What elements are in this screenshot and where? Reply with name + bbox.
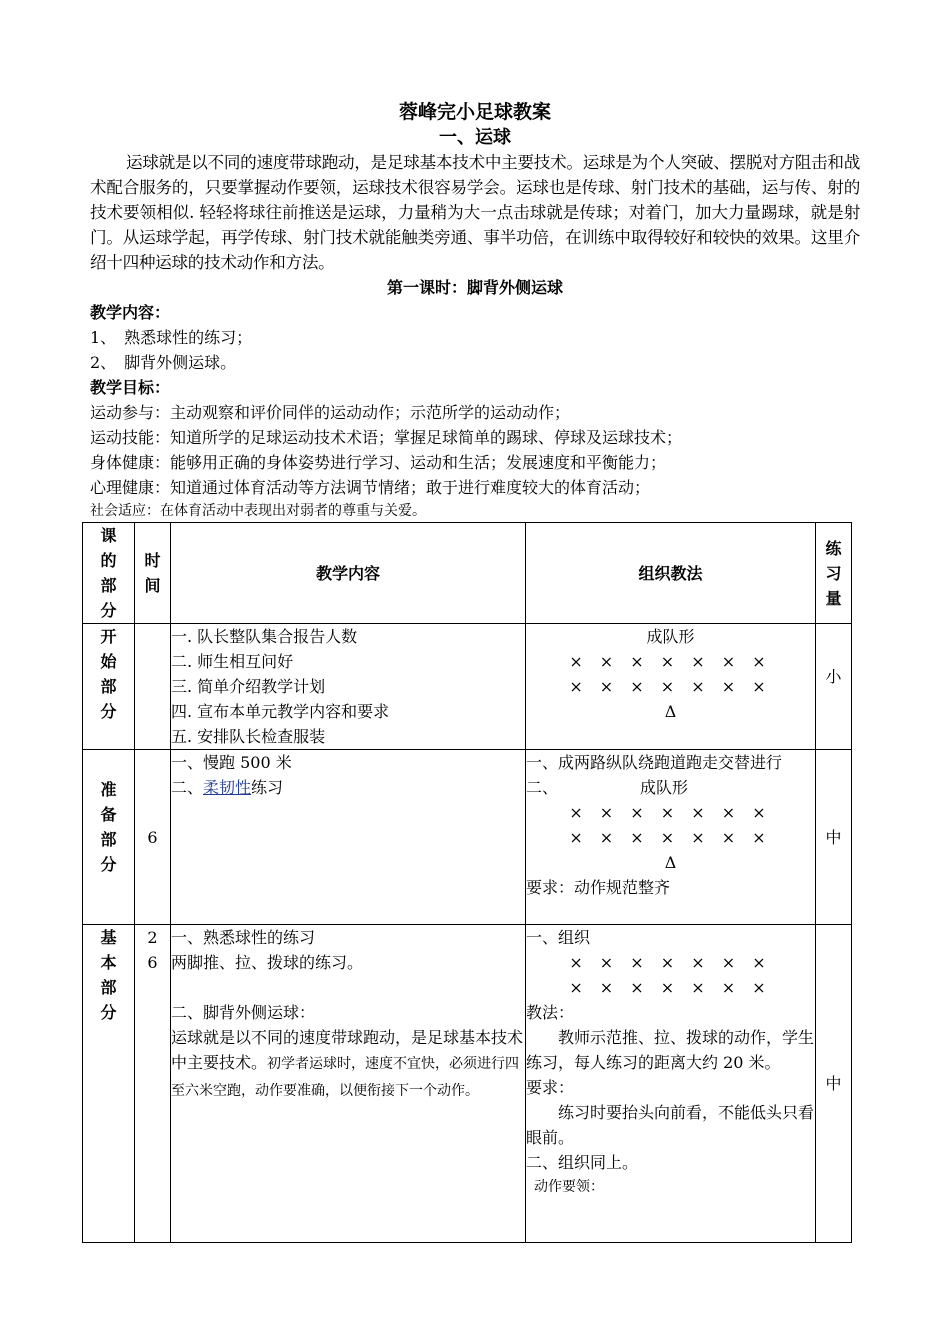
method-text: 教师示范推、拉、拨球的动作，学生练习，每人练习的距离大约 20 米。 [526,1028,815,1072]
formation-row: × × × × × × × [569,828,772,847]
header-part [83,523,135,624]
method-line: 一、成两路纵队绕跑道跑走交替进行 [526,753,783,772]
part-cell-basic [83,925,135,1243]
header-char: 课 [100,526,117,545]
content-paragraph [171,1025,525,1104]
content-cell [171,624,526,750]
part-char: 分 [100,1003,117,1022]
header-char: 练 [825,538,842,558]
spacer [171,975,525,1000]
method-line [526,775,815,800]
content-text: 运球就是以不同的速度带球跑动，是足球基本技术中主要技术。 [171,1028,524,1072]
time-cell [135,925,171,1243]
time-digit: 6 [147,953,158,972]
header-char: 的 [100,551,117,570]
part-cell-start [83,624,135,750]
header-load [816,523,852,624]
content-line: 一、慢跑 500 米 [171,753,292,772]
time-cell [135,750,171,925]
content-cell [171,750,526,925]
lesson-plan-table [82,522,852,1243]
formation-row: × × × × × × × [569,677,772,696]
formation-row: × × × × × × × [569,978,772,997]
table-row [83,624,852,750]
flexibility-link[interactable]: 柔韧性 [203,778,252,797]
part-char: 开 [100,627,117,646]
part-char: 分 [100,702,117,721]
goal-item: 社会适应：在体育活动中表现出对弱者的尊重与关爱。 [90,503,426,519]
content-item: 1、 熟悉球性的练习； [90,328,253,347]
formation-label: 成队形 [646,627,695,646]
time-value: 6 [147,827,158,847]
header-char: 部 [100,576,117,595]
header-char: 习 [825,563,842,583]
method-label: 教法： [526,1003,575,1022]
lesson-title: 第一课时：脚背外侧运球 [386,278,563,297]
part-char: 部 [100,830,117,849]
load-cell: 中 [816,925,852,1243]
requirement-label: 要求： [526,1078,575,1097]
teacher-marker: Δ [664,853,677,872]
method-cell [526,750,816,925]
goal-item: 身体健康：能够用正确的身体姿势进行学习、运动和生活；发展速度和平衡能力； [90,453,667,472]
content-line [171,775,525,800]
header-method: 组织教法 [526,523,816,624]
part-char: 基 [100,928,117,947]
table-row [83,750,852,925]
requirement-text: 练习时要抬头向前看，不能低头只看眼前。 [526,1103,815,1147]
header-content: 教学内容 [171,523,526,624]
content-cell [171,925,526,1243]
method-cell [526,925,816,1243]
load-cell: 小 [816,624,852,750]
method-line: 一、组织 [526,928,591,947]
content-line: 二. 师生相互问好 [171,652,294,671]
method-prefix: 二、 [526,778,559,797]
intro-paragraph: 运球就是以不同的速度带球跑动，是足球基本技术中主要技术。运球是为个人突破、摆脱对方阻击和战术配合服务的，只要掌握动作要领，运球技术很容易学会。运球也是传球、射门技术的基础，运与传、射的技术要领相似. 轻轻将球往前推送是运球，力量稍为大一点击球就是传球；对着门，加大力量踢球，就是射门。从运球学起，再学传球、射门技术就能触类旁通、事半功倍，在训练中取得较好和较快的效果。这里介绍十四种运球的技术动作和方法。 [90,153,860,272]
method-cell [526,624,816,750]
content-line: 两脚推、拉、拨球的练习。 [171,953,364,972]
table-header-row [83,523,852,624]
content-line: 一. 队长整队集合报告人数 [171,627,358,646]
time-digit: 2 [147,928,158,947]
time-cell [135,624,171,750]
section-title: 一、运球 [439,127,511,148]
method-requirement: 要求：动作规范整齐 [526,878,671,897]
content-small-text: 初学者运球时，速度不宜快，必须进行四至六米空跑，动作要准确，以便衔接下一个动作。 [171,1056,520,1099]
part-char: 分 [100,855,117,874]
formation-label: 成队形 [640,778,689,797]
part-char: 备 [100,805,117,824]
header-char: 间 [144,576,161,595]
content-prefix: 二、 [171,778,204,797]
header-time [135,523,171,624]
essentials-label: 动作要领： [534,1179,604,1195]
method-line: 二、组织同上。 [526,1153,639,1172]
document-title: 蓉峰完小足球教案 [398,101,551,123]
load-cell: 中 [816,750,852,925]
goals-heading: 教学目标： [90,378,171,397]
header-char: 分 [100,601,117,620]
content-heading: 教学内容： [90,303,171,322]
content-line: 五. 安排队长检查服装 [171,727,326,746]
teacher-marker: Δ [664,702,677,721]
table-row [83,925,852,1243]
formation-row: × × × × × × × [569,652,772,671]
part-char: 始 [100,652,117,671]
part-char: 准 [100,780,117,799]
part-char: 部 [100,677,117,696]
content-line: 二、脚背外侧运球： [171,1003,316,1022]
document-page [90,100,860,522]
content-line: 四. 宣布本单元教学内容和要求 [171,702,390,721]
formation-row: × × × × × × × [569,953,772,972]
goal-item: 心理健康：知道通过体育活动等方法调节情绪；敢于进行难度较大的体育活动； [90,478,651,497]
part-char: 部 [100,978,117,997]
goal-item: 运动参与：主动观察和评价同伴的运动动作；示范所学的运动动作； [90,403,571,422]
content-suffix: 练习 [251,778,284,797]
content-line: 三. 简单介绍教学计划 [171,677,326,696]
header-char: 时 [144,551,161,570]
content-item: 2、 脚背外侧运球。 [90,353,237,372]
formation-row: × × × × × × × [569,803,772,822]
goal-item: 运动技能：知道所学的足球运动技术术语；掌握足球简单的踢球、停球及运球技术； [90,428,683,447]
content-line: 一、熟悉球性的练习 [171,928,316,947]
header-char: 量 [825,588,842,608]
part-cell-prepare [83,750,135,925]
part-char: 本 [100,953,117,972]
